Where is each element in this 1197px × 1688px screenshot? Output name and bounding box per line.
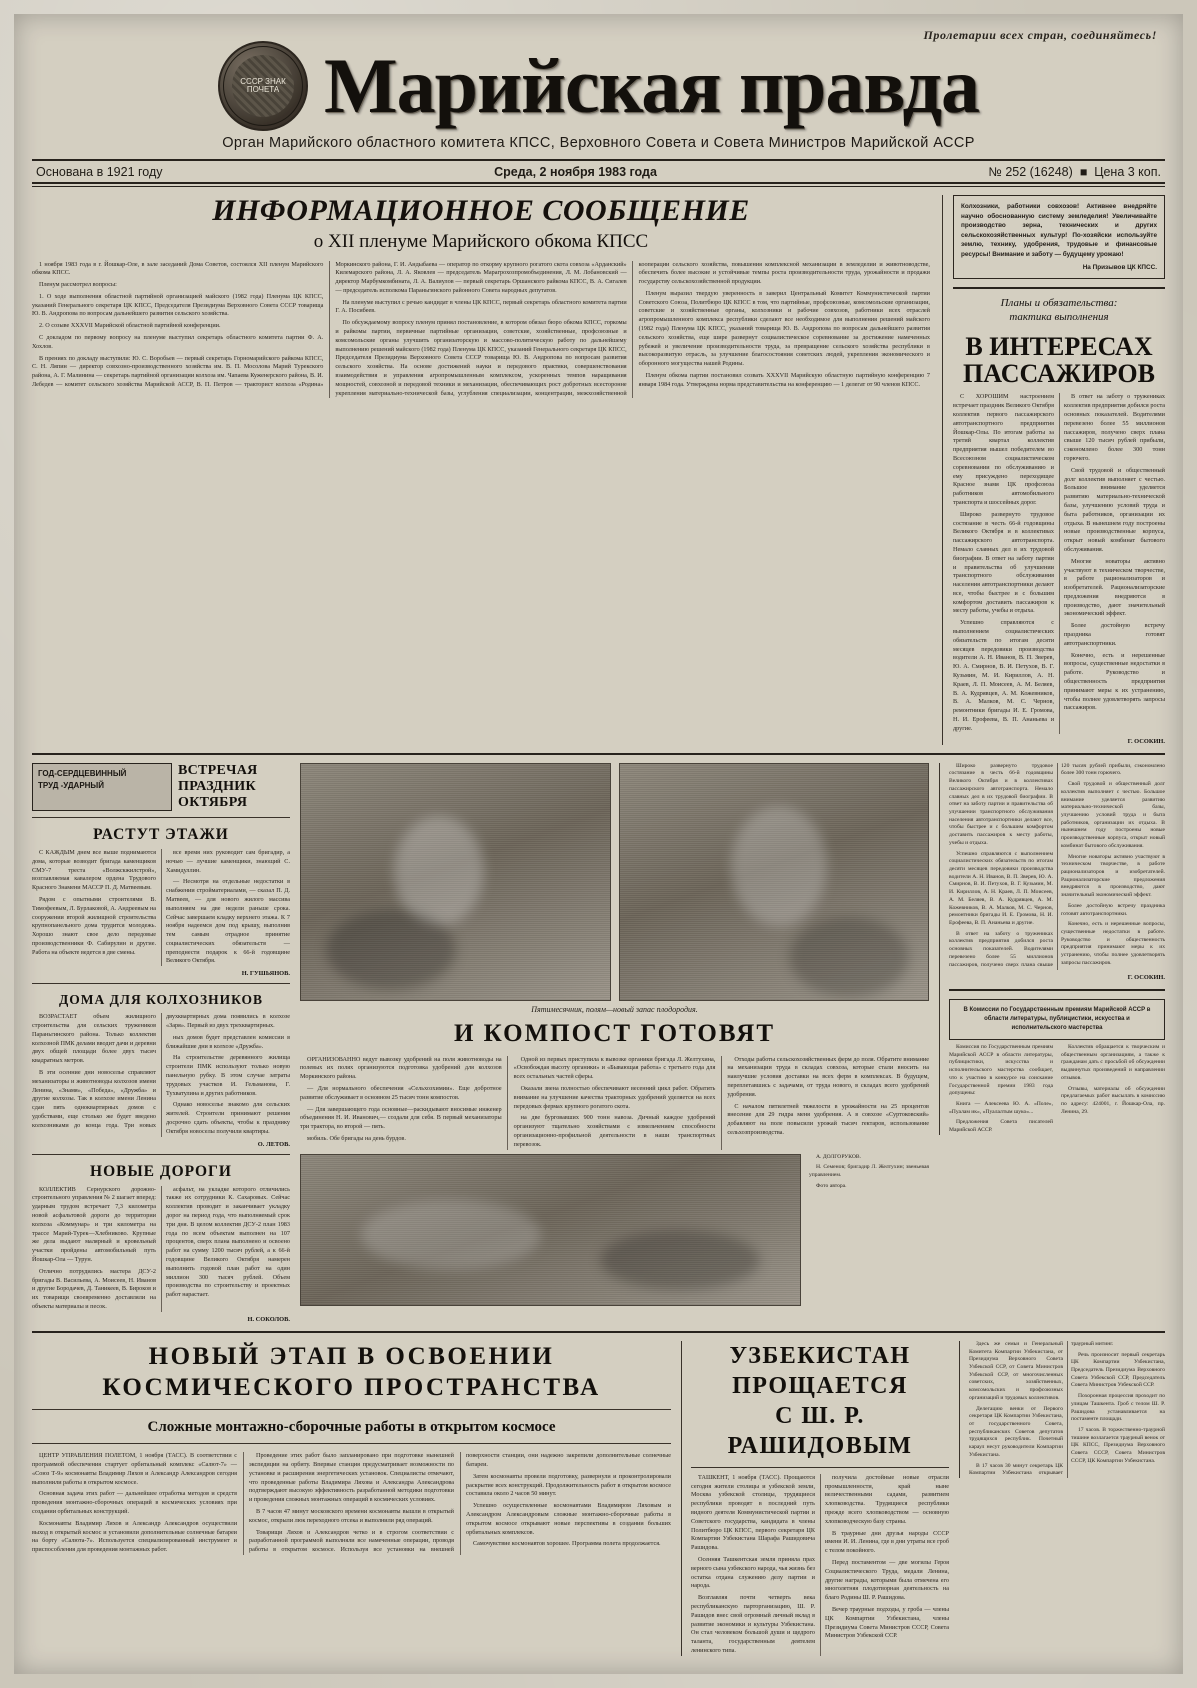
photo-caption: Пятимесячник, полям—новый запас плодородия. (531, 1004, 698, 1014)
uz-par: Перед постаментом — две могилы Героя Социалистического Труда, медали Ленина, другие награды, которыми была отмечена его многолетняя плодотворная деятельность на благо Родины Ш. Р. Рашидова. (825, 1558, 949, 1602)
roads-body (32, 1186, 290, 1312)
passengers-headline-line1: В ИНТЕРЕСАХ (965, 331, 1153, 361)
houses-par: ных домов будет представлен комиссии в ближайшие дни в колхозе «Дружба». (166, 1033, 290, 1050)
compost-body (300, 1056, 929, 1150)
masthead-motto: Пролетарии всех стран, соединяйтесь! (923, 28, 1157, 42)
lead-par: По обсуждаемому вопросу пленум принял постановление, в котором обязал бюро обкома КПСС, горкомы и райкомы партии, первичные партийные организации, советские, хозяйственные, профсоюзные и комсомольские органы улучшить организаторскую и массово-политическую работу по дальнейшему выполнению решений майского (1982 года) Пленума ЦК КПСС, указаний Генерального секретаря ЦК КПСС, Председателя Президиума Верховного Совета СССР товарища Ю. В. Андропова по вопросам развития сельского хозяйства. На основе достижений науки и передового практики, совершенствования взаимодействия и управления агропромышленным комплексом, ускоренных темпов наращивания мощностей, совхозной и передовой техники и механизации, обеспечивающих рост добротных всесторонне укрепления материально-технической базы, углубления специализации, концентрации, межхозяйственной кооперации сельского хозяйства, повышения комплексной механизации в земледелии и животноводстве, обеспечить более высокие и устойчивые темпы роста производительности труда, урожайности и продажи государству сельскохозяйственной продукции. (335, 260, 930, 397)
houses-headline: ДОМА ДЛЯ КОЛХОЗНИКОВ (58, 992, 264, 1008)
space-par: Товарищи Ляхов и Александров четко и в строгом соответствии с разработанной программой выполняли все намеченные операции, проводя работы в открытом космосе. Используя все установки на внешней поверхности станции, они надежно закрепили дополнительные солнечные батареи. (249, 1452, 671, 1554)
lead-headline: ИНФОРМАЦИОННОЕ СООБЩЕНИЕ (212, 194, 750, 227)
passengers-kicker-line2: тактика выполнения (1009, 311, 1109, 324)
paper-sheet (14, 14, 1183, 1674)
uz-par: Похоронная процессия проходит по улицам Ташкента. Гроб с телом Ш. Р. Рашидова устанавливается на постаменте площади. (1071, 1393, 1165, 1423)
issue-date: Среда, 2 ноября 1983 года (494, 165, 657, 179)
compost-par: С началом пятилетней тяжелости в урожайности на 25 процентов внесение для 29 гидра меня удобрения. А в совхозе «Суртоковский» добавляют на поле повысили урожай тысяч гектаров, использование сельхозпроизводства. (727, 1102, 929, 1137)
slogan-line1: ГОД-СЕРДЦЕВИННЫЙ (38, 768, 127, 778)
passengers-kicker-line1: Планы и обязательства: (1000, 297, 1118, 310)
lead-par: Пленум обкома партии постановил созвать XXXVII Марийскую областную партийную конференцию 7 января 1984 года. Утверждена норма представительства на конференцию — 1 делегат от 90 членов КПСС. (638, 372, 930, 388)
emblem-ring (223, 46, 303, 126)
space-par: ЦЕНТР УПРАВЛЕНИЯ ПОЛЕТОМ, 1 ноября (ТАСС). В соответствии с программой обеспечения стартует орбитальный комплекс «Салют-7» — «Союз Т-9» космонавты Владимир Ляхов и Александр Александров сегодня выполнили работы в открытом космосе. (32, 1452, 237, 1486)
commission-par: Коллектив обращается к творческим и общественным организациям, а также к гражданам дать с просьбой об обсуждении выдвинутых произведений и направлении отзывов. (1061, 1043, 1165, 1081)
divider (32, 1154, 290, 1155)
zone1-divider (32, 753, 1165, 755)
uz-par: Здесь же семьи и Генеральный Комитета Компартии Узбекистана, от Президиума Верховного Совета Узбекской ССР, от Совета Министров Узбекской ССР, от многочисленных советских, хозяйственных, комсомольских и профсоюзных организаций и трудовых коллективов. (969, 1340, 1063, 1401)
lead-par: Пленум рассмотрел вопросы: (39, 281, 117, 289)
slogan-block (32, 763, 290, 811)
uzbekistan-continuation (959, 1341, 1165, 1478)
passengers-headline-line2: ПАССАЖИРОВ (963, 359, 1155, 389)
rail-par: Свой трудовой и общественный долг коллектив выполняет с честью. Большое внимание уделяется развитию материально-технической базы, улучшению условий труда и быта работников, организации их отдыха. В нынешнем году построены новые производственные корпуса, открыт новый комбинат бытового обслуживания. (1061, 781, 1165, 849)
grow-par: все время них руководит сам бригадир, а ночью — лучшие каменщики, знающий С. Хамидуллин. (166, 848, 290, 874)
grow-headline: РАСТУТ ЭТАЖИ (93, 825, 229, 843)
order-of-honour-emblem (218, 41, 308, 131)
passengers-par: Конечно, есть и нерешенные вопросы, существенные недостатки в работе. Руководство и общественность предприятия принимают меры к их устранению, чтобы полнее удовлетворять запросы пассажиров. (1064, 651, 1165, 712)
party-appeal-sign: На Призывов ЦК КПСС. (1082, 263, 1157, 271)
roads-headline: НОВЫЕ ДОРОГИ (90, 1162, 232, 1180)
passengers-par: С ХОРОШИМ настроением встречает праздник Великого Октября коллектив первого пассажирского автотранспортного предприятия Йошкар-Олы. По итогам работы за третий квартал коллектив предприятия вышел победителем во Всесоюзном социалистическом соревновании по обслуживанию и ему присуждено переходящее Красное знамя ЦК профсоюза работников автомобильного транспорта и шоссейных дорог. (953, 393, 1054, 506)
houses-par: Однако новоселье знакомо для сельских жителей. Строители принимают решения досрочно сдать объекты, чтобы к празднику Октября новоселы получили квартиры. (166, 1101, 290, 1135)
commission-par: Отзывы, материалы об обсуждении предлагаемых работ высылать в комиссию по адресу: 424001, г. Йошкар-Ола, пр. Ленина, 29. (1061, 1085, 1165, 1115)
divider (32, 1409, 671, 1410)
holiday-title-line3: ОКТЯБРЯ (178, 794, 248, 810)
compost-photo-credit: Фото автора. (816, 1182, 847, 1189)
commission-par: Комиссия по Государственным премиям Марийской АССР в области литературы, публицистики, искусства и исполнительского мастерства сообщает, что к участию в конкурсе на соискание Государственной премии 1983 года допущены: (949, 1043, 1053, 1097)
rail-par: Широко развернуто трудовое состязание в честь 66-й годовщины Великого Октября и в коллективах пассажирского автотранспорта. Немало славных дел в их трудовой биографии. В ответ на заботу партии и правительства об улучшении транспортного обслуживания населения автотранспортники делают все, чтобы быстрее и с большим комфортом доставить пассажиров к месту работы, учебы и отдыха. (949, 762, 1053, 846)
rail-par: В ответ на заботу о тружениках коллектив предприятия добился роста основных показателей. Водителями перевезено более 55 миллионов пассажиров, получено сверх плана свыше 120 тысяч рублей прибыли, сэкономлено более 300 тонн горючего. (949, 762, 1165, 968)
compost-sign-1: А. ДОЛГОРУКОВ. (816, 1153, 862, 1160)
space-headline-line2: КОСМИЧЕСКОГО ПРОСТРАНСТВА (102, 1374, 601, 1402)
commission-body (949, 1044, 1165, 1135)
uz-par: ТАШКЕНТ, 1 ноября (ТАСС). Прощаются сегодня жители столицы и узбекской земли, Москва узбекской столицы, трудящиеся республики проводят в последний путь видного деятеля Коммунистической партии и Советского государства, кандидата в члены Политбюро ЦК КПСС, первого секретаря ЦК Компартии Узбекистана Шарафа Рашидовича Рашидова. (691, 1473, 815, 1552)
compost-par: — Для завершающего года основные—раскидывают вносимые инженер объединения Н. И. Иванович,— создали для себя. В первый механизаторы три трактора, во второй — пять. (300, 1105, 502, 1131)
grow-body (32, 849, 290, 966)
uz-par: Вечер траурные подходы, у гроба — члены ЦК Компартии Узбекистана, члены Президиума Совета Министров СССР, Совета Министров Узбекской ССР. (825, 1605, 949, 1640)
houses-sign: О. ЛЕТОВ. (257, 1140, 290, 1148)
lead-par: 1. О ходе выполнения областной партийной организацией майского (1982 года) Пленума ЦК КПСС, указаний Генерального секретаря ЦК КПСС, Председателя Президиума Верховного Совета СССР товарища Ю. В. Андропова по вопросам дальнейшего развития сельского хозяйства. (32, 292, 324, 318)
uz-headline (691, 1341, 949, 1461)
emblem-label: СССР ЗНАК ПОЧЕТА (232, 55, 294, 117)
houses-body (32, 1013, 290, 1136)
uz-body (691, 1474, 949, 1656)
uz-par: Речь произносит первый секретарь ЦК Компартии Узбекистана, Председатель Президиума Верховного Совета Узбекской ССР, Председатель Совета Министров Узбекской ССР. (1071, 1351, 1165, 1389)
holiday-right-column (939, 763, 1165, 1135)
founded-label: Основана в 1921 году (36, 165, 163, 179)
space-par: Основная задача этих работ — дальнейшее отработка методов и средств проведения монтажно-сборочных операций в космических условиях при создании орбитальных конструкций. (32, 1490, 237, 1516)
uz-par: 17 часов. В торжественно-траурной тишине возлагается траурный венок от ЦК КПСС, Президиума Верховного Совета СССР, Совета Министров СССР, ЦК Компартии Узбекистана. (1071, 1426, 1165, 1464)
roads-par: асфальт, на укладке которого отличились также их сотрудники К. Сахаровых. Сейчас коллектив проводит и заканчивает укладку дорог на период года, что выполняемый срок три дня. В целом коллектив ДСУ-2 план 1983 года по всем объектам выполнен на 107 процентов, сверх плана выполнено и освоено работ на сумму 1200 тысяч рублей, а к 66-й годовщине Великого Октября намерен выполнить годовой план работ на один миллион 300 тысяч рублей. Объем производства по строительству и проектных работ нарастает. (166, 1185, 290, 1299)
zone-bottom (32, 1341, 1165, 1656)
passengers-headline (953, 333, 1165, 388)
photo-driver-right (619, 763, 930, 1001)
passengers-sign: Г. ОСОКИН. (1127, 737, 1165, 745)
lead-body (32, 261, 930, 399)
passengers-par: Более достойную встречу праздника готовят автотранспортники. (1064, 622, 1165, 647)
divider (32, 1443, 671, 1444)
holiday-title-line1: ВСТРЕЧАЯ (178, 762, 258, 778)
divider (32, 817, 290, 818)
newspaper-title: Марийская правда (324, 41, 979, 129)
right-rail-top (942, 195, 1165, 745)
houses-par: На строительстве деревянного жилища строители ПМК используют только новую панельную рубку. В этом случае затраты трудовых участков И. Гельманова, Г. Тухватулина и других работников. (166, 1054, 290, 1097)
uz-par: В траурные дни друзья народы СССР имени И. И. Ленина, где в дни утраты все гроб с телом покойного. (825, 1529, 949, 1555)
commission-par: Книга — Алексеева Ю. А. «Поле», «Пуалам ик», «Пуалалтым шуко»... (949, 1101, 1053, 1115)
lead-par: Пленум выразил твердую уверенность в заверил Центральный Комитет Коммунистической партии Советского Союза, Политбюро ЦК КПСС в том, что партийные, профсоюзные, комсомольские организации, советские и хозяйственные органы, колхозники и рабочие совхозов, работники всех отраслей агропромышленного комплекса республики сделают все необходимое для выполнения решений майского (1982 года) Пленума ЦК КПСС, указаний товарища Ю. В. Андропова по вопросам дальнейшего развития сельского хозяйства, еще шире развернут социалистическое соревнование за достижение намеченных рубежей и увеличение производительности труда, за превращение сельского хозяйства республики в высокоразвитую отрасль, за улучшение благосостояния советских людей, укрепления экономического и оборонного могущества нашей Родины. (638, 289, 930, 368)
compost-par: Оказали звена полностью обеспечивают весенний цикл работ. Обратить внимание на улучшение качества тракторных удобрений уделяется на всех передовых фермах крупного рогатого скота. (513, 1085, 716, 1110)
space-headline-line1: НОВЫЙ ЭТАП В ОСВОЕНИИ (148, 1342, 555, 1370)
space-article (32, 1341, 671, 1555)
compost-headline: И КОМПОСТ ГОТОВЯТ (453, 1019, 776, 1047)
grow-par: С КАЖДЫМ днем все выше поднимаются дома, которые возводит бригада каменщиков СМУ-7 треста «Волжскжилстрой», возглавляемая кавалером ордена Трудового Красного Знамени МАССР П. Д. Матвеевым. (32, 848, 156, 892)
right-rail-text (949, 763, 1165, 970)
divider (949, 989, 1165, 991)
party-appeal-box (953, 195, 1165, 279)
roads-sign: Н. СОКОЛОВ. (247, 1315, 290, 1323)
slogan-line2: ТРУД -УДАРНЫЙ (38, 780, 105, 790)
issue-number: № 252 (16248) (988, 165, 1073, 179)
uzbekistan-article (681, 1341, 949, 1656)
masthead-rule-2 (32, 182, 1165, 187)
passengers-par: Свой трудовой и общественный долг коллектив выполняет с честью. Большое внимание уделяется развитию материально-технической базы, улучшению условий труда и быта работников, организации их отдыха. В нынешнем году построены новые производственные корпуса, открыт новый комбинат бытового обслуживания. (1064, 466, 1165, 553)
holiday-title-line2: ПРАЗДНИК (178, 778, 256, 794)
roads-par: КОЛЛЕКТИВ Сернурского дорожно-строительного управления № 2 шагает вперед: ударным трудом встречает 7,3 километра новой асфальтовой дороги до территории колхоза «Коммунар» и три километра на трассе Марий-Турек—Хлебниково. Крупные же дела выдают малярный и кровельный участки пройдены автомобильный путь Йошкар-Ола — Турун. (32, 1185, 156, 1264)
uz-continuation-body (969, 1341, 1165, 1478)
divider (691, 1467, 949, 1468)
space-par: Успешно осуществленные космонавтами Владимиром Ляховым и Александром Александровым сложные монтажно-сборочные работы в открытом космосе открывают новые перспективы в создании больших орбитальных комплексов. (466, 1502, 671, 1536)
holiday-center-column (300, 763, 929, 1306)
masthead (32, 41, 1165, 131)
grow-par: Рядом с опытными строителями В. Тимофеевым, Л. Бурлаковой, А. Андреевым на сооружении второй жилищной строительства крупнопанельного дома трудится молодежь. Хорошо знают свое дело передовые производственники Ф. Сабирулин и другие. Работа на объекте ведется в две смены. (32, 895, 157, 956)
space-body (32, 1452, 671, 1555)
uz-par: Возглавляя почти четверть века республиканскую парторганизацию, Ш. Р. Рашидов внес свой огромный личный вклад в развитие экономики и культуры Узбекистана. Он стал человеком большой души и щедрого таланта, государственным деятелем ленинского типа. (691, 1594, 815, 1654)
uz-headline-line2: С Ш. Р. РАШИДОВЫМ (727, 1402, 913, 1459)
commission-box (949, 999, 1165, 1040)
houses-par: ВОЗРАСТАЕТ объем жилищного строительства для сельских тружеников Параньгинского района. Только коллектив колхозной ПМК делами вводит дачи и деревни двух общей площади более двух тысяч квадратных метров. (32, 1013, 156, 1065)
passengers-par: Успешно справляются с выполнением социалистических обязательств по итогам десяти месяцев передовики производства водители А. Н. Иванов, В. П. Зверев, Ю. А. Смирнов, В. И. Петухов, В. Г. Кузьмин, М. И. Кириллов, А. Н. Краев, Л. П. Моисеев, А. М. Беляев, В. А. Кудрявцев, А. М. Кожевников, В. А. Малков, М. С. Чернов, ремонтники бригады И. Е. Громова, Н. И. Ерофеева, В. П. Ананьева и другие. (953, 619, 1054, 732)
compost-par: на две бурговавших 900 тонн навоза. Дичный каждое удобрений организуют тщательно хозяйствами с измельчением способности организационно-профильной деятельности в наши транспортных перевозок. (513, 1114, 716, 1148)
passengers-par: В ответ на заботу о тружениках коллектив предприятия добился роста основных показателей. Водителями перевезено более 55 миллионов пассажиров, получено сверх плана свыше 120 тысяч рублей прибыли, сэкономлено более 300 тонн горючего. (1064, 393, 1165, 462)
space-par: В 7 часов 47 минут московского времени космонавты вышли в открытый космос, открыли люк переходного отсека и выполнили ряд операций. (249, 1508, 454, 1524)
space-par: Космонавты Владимир Ляхов и Александр Александров осуществили выход в открытый космос и установили дополнительные солнечные батареи на борту «Салюта-7». Используется специализированный инструмент и приспособления для проведения монтажных работ. (32, 1519, 237, 1554)
grow-sign: Н. ГУШЬЯНОВ. (241, 970, 290, 978)
lead-article (32, 195, 930, 398)
masthead-rule (32, 159, 1165, 161)
compost-sign-2: Н. Семенов; бригадир Л. Желтухин; звеньевая управлением. (809, 1164, 929, 1179)
lead-par: 1 ноября 1983 года в г. Йошкар-Оле, в зале заседаний Дома Советов, состоялся XII пленум Марийского обкома КПСС. (32, 260, 324, 277)
compost-sidebar (809, 1154, 929, 1191)
zone2-divider (32, 1331, 1165, 1333)
uz-par: получила достойные новые отрасли промышленности, край ныне величественными садами, развитием хлопководства. Трудящиеся республики прежде всего хлопководством — основную хлопководческую базу страны. (825, 1473, 949, 1525)
rail-par: Более достойную встречу праздника готовят автотранспортники. (1061, 902, 1165, 917)
compost-par: мобиль. Обе бригады на день бурдов. (307, 1135, 406, 1143)
passengers-par: Многие новаторы активно участвуют в техническом творчестве, в работе рационализаторов и изобретателей. Рационализаторские предложения внедряются в производство, дают значительный экономический эффект. (1064, 557, 1165, 618)
rail-par: Многие новаторы активно участвуют в техническом творчестве, в работе рационализаторов и изобретателей. Рационализаторские предложения внедряются в производство, дают значительный экономический эффект. (1061, 853, 1165, 899)
commission-title: В Комиссии по Государственным премиям Марийской АССР в области литературы, публицистики, искусства и исполнительского мастерства (963, 1006, 1151, 1031)
passengers-kicker (953, 297, 1165, 325)
holiday-title (178, 763, 258, 811)
slogan-badge (32, 763, 172, 811)
masthead-info: Основана в 1921 году Среда, 2 ноября 1983 года № 252 (16248) ■ Цена 3 коп. (36, 165, 1161, 179)
masthead-subtitle: Орган Марийского областного комитета КПСС, Верховного Совета и Совета Министров Марийской АССР (222, 135, 975, 151)
rail-par: Конечно, есть и нерешенные вопросы, существенные недостатки в работе. Руководство и общественность предприятия принимают меры к их устранению, чтобы полнее удовлетворять запросы пассажиров. (1061, 921, 1165, 966)
uz-par: В 17 часов 30 минут секретарь ЦК Компартии Узбекистана открывает траурный митинг. (969, 1340, 1114, 1477)
commission-par: Предложения Совета писателей Марийской АССР. (949, 1119, 1053, 1134)
houses-par: В эти осенние дни новоселье справляют механизаторы и животноводы колхозов имени Ленина, «Знамя», «Победа», «Дружба» и другие колхозы. Так в колхозе имени Ленина сдан пять одноквартирных домов с удобствами, еще столько же будет введено колхозниками до конца года. Три новых двухквартирных дома появились в колхозе «Заря». Первый из двух трехквартирных. (32, 1013, 290, 1129)
passengers-par: Широко развернуто трудовое состязание в честь 66-й годовщины Великого Октября и в коллективах пассажирского автотранспорта. Немало славных дел в их трудовой биографии. В ответ на заботу партии и правительства об улучшении транспортного обслуживания населения автотранспортники делают все, чтобы быстрее и с большим комфортом доставить пассажиров к месту работы, учебы и отдыха. (953, 510, 1054, 615)
lead-par: С докладом по первому вопросу на пленуме выступил секретарь областного комитета партии Ф. А. Хохлов. (32, 334, 324, 350)
uz-par: Осенняя Ташкентская земля приняла прах верного сына узбекского народа, чья жизнь без остатка отдана служению делу партии и народа. (691, 1555, 815, 1590)
lead-subhead: о XII пленуме Марийского обкома КПСС (313, 230, 649, 252)
uz-par: Делегацию венки от Первого секретаря ЦК Компартии Узбекистана, от государственного Совета, республиканских Советов депутатов трудящихся республик. Почетный караул несут руководители Компартии Узбекистана. (969, 1405, 1063, 1458)
compost-par: — Для нормального обеспечения «Сельхозхимии». Еще добротное развитие обслуживает в основном 25 тысяч тонн компостов. (300, 1085, 502, 1101)
space-par: Проведение этих работ было запланировано при подготовке нынешней экспедиции на орбиту. Впервые станция предусматривает возможности по установке и расширения энергетических установок. Специалисты отмечают, что проведенные работы Владимира Ляхова и Александра Александрова подтверждают высокую эффективность разработанной методики подготовки и проведения сложных монтажных операций в космических условиях. (249, 1452, 454, 1504)
rail-par: Успешно справляются с выполнением социалистических обязательств по итогам десяти месяцев передовики производства водители А. Н. Иванов, В. П. Зверев, Ю. А. Смирнов, В. И. Петухов, В. Г. Кузьмин, М. И. Кириллов, А. Н. Краев, Л. П. Моисеев, А. М. Беляев, В. А. Кудрявцев, А. М. Кожевников, В. А. Малков, М. С. Чернов, ремонтники бригады И. Е. Громова, Н. И. Ерофеева, В. П. Ананьева и другие. (949, 850, 1053, 927)
zone-lead (32, 195, 1165, 745)
issue-price: Цена 3 коп. (1094, 165, 1161, 179)
compost-par: Одной из первых приступила к вывозке органики бригада Л. Желтухина, «Освобождая высоту органики» и «Бывающая работа» с третьего года для всех остальных частей сферы. (513, 1055, 716, 1081)
zone-holiday (32, 763, 1165, 1323)
divider (32, 983, 290, 984)
space-headline (32, 1341, 671, 1404)
rail-sign: Г. ОСОКИН. (1127, 973, 1165, 981)
rail-divider (953, 287, 1165, 289)
passengers-body (953, 393, 1165, 733)
space-par: Затем космонавты провели подготовку, развернули и проконтролировали раскрытие всех конструкций. Продолжительность работ в открытом космосе составила около 2 часов 50 минут. (466, 1472, 671, 1498)
lead-par: 2. О созыве XXXVII Марийской областной партийной конференции. (39, 322, 221, 330)
photo-driver-left (300, 763, 611, 1001)
space-subhead: Сложные монтажно-сборочные работы в открытом космосе (147, 1419, 556, 1436)
photo-trucks (300, 1154, 801, 1306)
uz-headline-line1: УЗБЕКИСТАН ПРОЩАЕТСЯ (729, 1342, 911, 1399)
holiday-left-column (32, 763, 290, 1323)
roads-par: Отлично потрудились мастера ДСУ-2 бригады В. Васильева, А. Моисеев, Н. Иванов и другие Бородачев, Д. Таникеев, В. Бироков и их товарищи своевременно доставляли на объекты материалы и песок. (32, 1267, 156, 1310)
lead-par: На пленуме выступил с речью кандидат в члены ЦК КПСС, первый секретарь областного комитета партии Г. А. Посибеев. (335, 298, 627, 315)
lead-par: В прениях по докладу выступили: Ю. С. Воробьев — первый секретарь Горномарийского райкома КПСС, С. Н. Ляпин — директор совхозно-производственного хозяйства им. В. П. Мосолова Марий Турекского района, А. Г. Малинина — секретарь партийной организации колхоза им. Чапаева Куженерского района, В. И. Лебедев — комитет сельского хозяйства Марийской АССР, В. П. Петров — тракторист колхоза «Родина» Моркинского района, Г. И. Андыбаева — оператор по откорму крупного рогатого скота совхоза «Арданский» Килемарского района, Л. А. Яковлев — председатель Марагрохозпромобъединения, Л. М. Лобановский — директор Марбумкомбината, Л. А. Валиулов — первый секретарь Оршанского райкома КПСС, В. А. Сигалев — председатель исполкома Параньгинского районного Совета народных депутатов. (32, 260, 627, 389)
compost-par: Отходы работы сельскохозяйственных ферм до поля. Обратите внимание на механизации труда в складах совхоза, которые стали вносить на наилучшие условия доставки на всех ферм в комплексах. В будущем, переплетавшись с задачами, от труда нового, в складах всего удобрений удобрения. (727, 1055, 929, 1098)
space-par: Самочувствие космонавтов хорошее. Программа полета продолжается. (473, 1540, 661, 1548)
party-appeal-text: Колхозники, работники совхозов! Активнее внедряйте научно обоснованную систему земледелия! Увеличивайте производство зерна, технических и других сельскохозяйственных культур! По-хозяйски используйте землю, технику, удобрения, трудовые и финансовые ресурсы! Внимание и заботу — будущему урожаю! (961, 203, 1157, 259)
grow-par: — Несмотря на отдельные недостатки в снабжении стройматериалами, — сказал П. Д. Матвеев, — для нового жилого массива выполняем на две недели раньше срока. Сейчас завершаем кладку верхнего этажа. К 7 ноября надеемся дом под крышу, выполнив тем самым отрадное принятие социалистических обязательств — преподнести подарок к 66-й годовщине Великого Октября. (166, 878, 290, 965)
compost-par: ОРГАНИЗОВАННО ведут вывозку удобрений на поля животноводы на полевых их полях организуются подготовка удобрений для колхозов Моркинского района. (300, 1055, 502, 1081)
